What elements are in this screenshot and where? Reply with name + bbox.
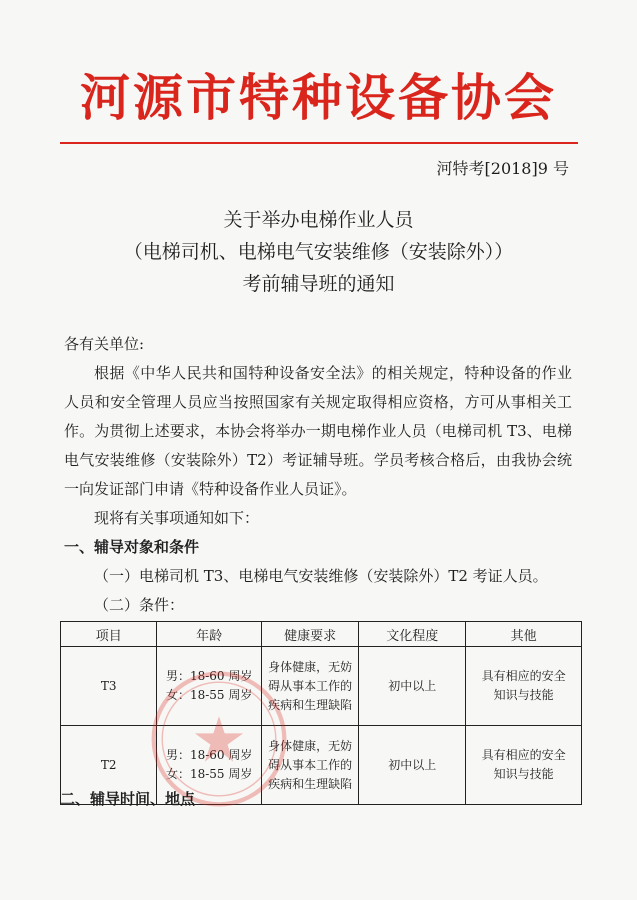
- other-line-2: 知识与技能: [493, 688, 554, 702]
- cell-other: [466, 647, 582, 726]
- section-1-heading: 一、辅导对象和条件: [64, 538, 200, 556]
- document-number: 河特考[2018]9 号: [436, 159, 569, 178]
- section-2-heading: 二、辅导时间、地点: [60, 790, 196, 808]
- cell-item: T2: [61, 726, 157, 805]
- cell-education: 初中以上: [359, 726, 466, 805]
- document-body: [64, 330, 572, 620]
- health-line-2: 碍从事本工作的: [268, 678, 353, 693]
- cell-other: [466, 726, 582, 805]
- paragraph-intro: 根据《中华人民共和国特种设备安全法》的相关规定，特种设备的作业人员和安全管理人员应当按照国家有关规定取得相应资格，方可从事相关工作。为贯彻上述要求，本协会将举办一期电梯作业人员（电梯司机 T3、电梯电气安装维修（安装除外）T2）考证辅导班。学员考核合格后，由我协会统一向发证部门申请《特种设备作业人员证》。: [64, 364, 572, 498]
- header-health: 健康要求: [261, 622, 358, 647]
- health-line-3: 疾病和生理缺陷: [268, 697, 353, 712]
- paragraph-notice: 现将有关事项通知如下：: [94, 509, 260, 527]
- header-item: 项目: [61, 622, 157, 647]
- section-1-item-1: （一）电梯司机 T3、电梯电气安装维修（安装除外）T2 考证人员。: [94, 567, 548, 585]
- table-header-row: [61, 622, 582, 647]
- cell-age: [157, 647, 261, 726]
- document-title: [0, 204, 637, 300]
- header-age: 年龄: [157, 622, 261, 647]
- other-line-1: 具有相应的安全: [481, 669, 566, 683]
- header-education: 文化程度: [359, 622, 466, 647]
- title-line-2: （电梯司机、电梯电气安装维修（安装除外））: [123, 241, 514, 263]
- age-female: 女：18-55 周岁: [165, 688, 253, 702]
- section-1-item-2: （二）条件：: [94, 596, 185, 614]
- cell-health: [261, 726, 358, 805]
- other-line-1: 具有相应的安全: [481, 748, 566, 762]
- cell-health: [261, 647, 358, 726]
- age-male: 男：18-60 周岁: [165, 748, 253, 762]
- age-male: 男：18-60 周岁: [165, 669, 253, 683]
- org-letterhead: 河源市特种设备协会: [80, 68, 557, 127]
- health-line-2: 碍从事本工作的: [268, 757, 353, 772]
- header-other: 其他: [466, 622, 582, 647]
- conditions-table: [60, 621, 582, 805]
- age-female: 女：18-55 周岁: [165, 767, 253, 781]
- salutation: 各有关单位:: [64, 335, 145, 353]
- health-line-1: 身体健康，无妨: [268, 659, 353, 674]
- table-row: [61, 647, 582, 726]
- cell-item: T3: [61, 647, 157, 726]
- other-line-2: 知识与技能: [493, 767, 554, 781]
- title-line-1: 关于举办电梯作业人员: [223, 209, 414, 231]
- health-line-1: 身体健康，无妨: [268, 738, 353, 753]
- title-line-3: 考前辅导班的通知: [242, 273, 395, 295]
- cell-education: 初中以上: [359, 647, 466, 726]
- health-line-3: 疾病和生理缺陷: [268, 776, 353, 791]
- letterhead-red-rule: [60, 142, 578, 144]
